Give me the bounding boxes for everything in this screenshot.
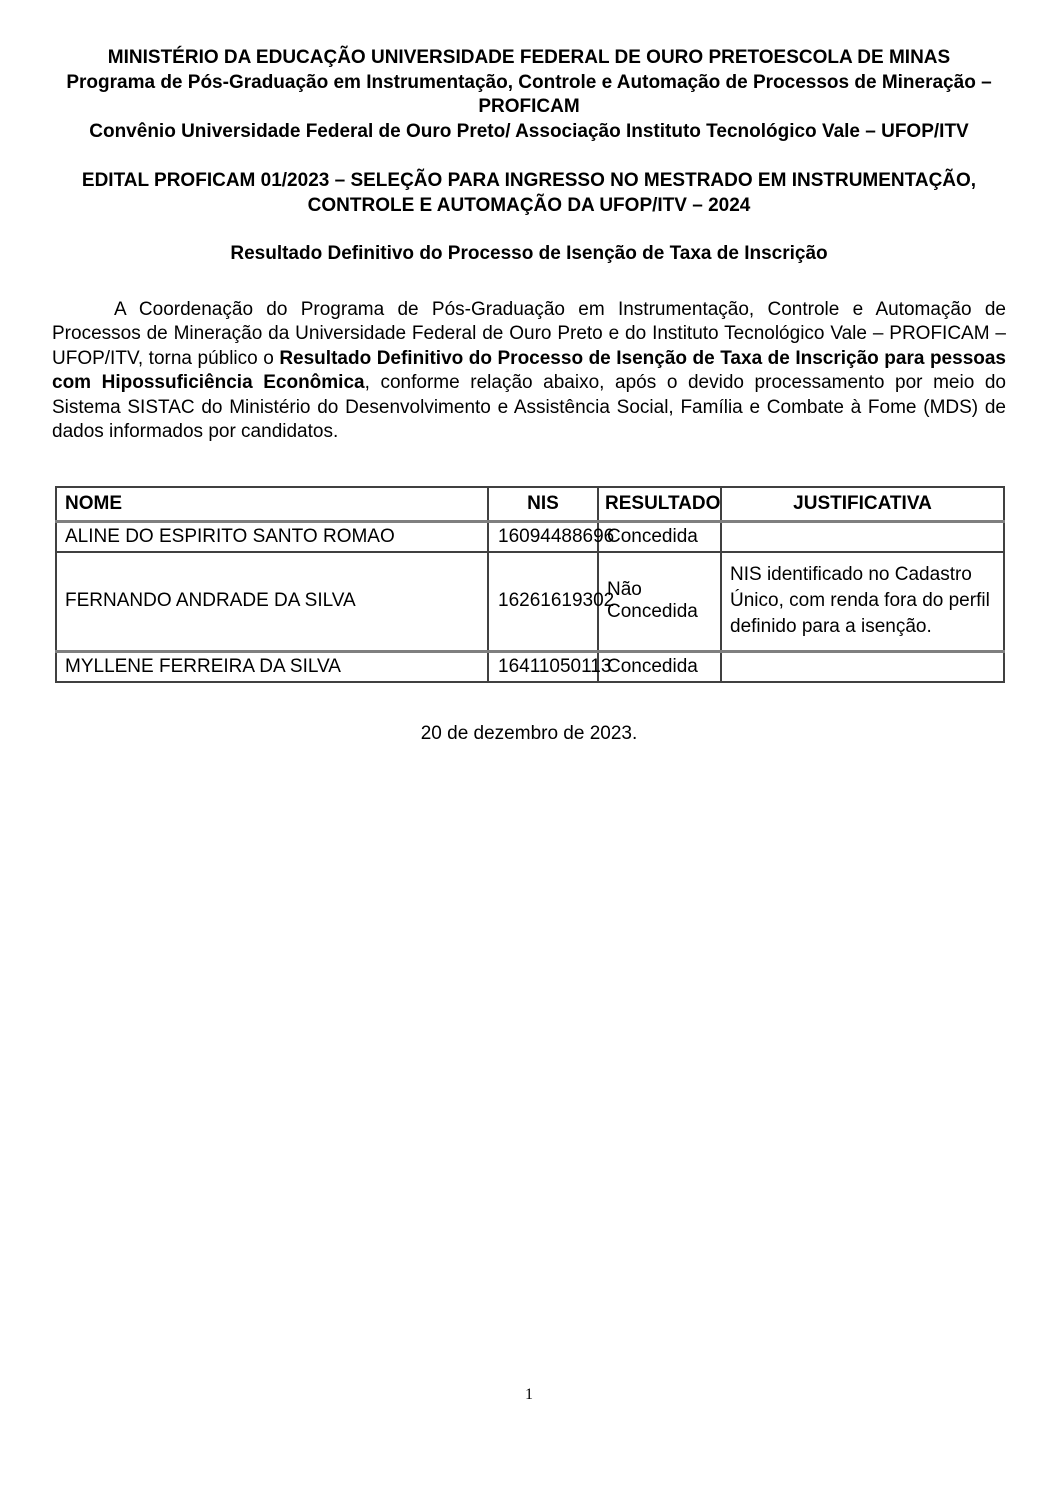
page-number: 1 — [525, 1386, 533, 1403]
date-line: 20 de dezembro de 2023. — [420, 723, 638, 745]
cell-nome: FERNANDO ANDRADE DA SILVA — [56, 552, 488, 652]
paragraph-bold-text: Resultado Definitivo do Processo de Isenção de Taxa de Inscrição para pessoas com Hipossuficiência Econômica — [52, 347, 1006, 394]
paragraph-text-tail: , conforme relação abaixo, após o devido processamento por meio do Sistema SISTAC do Ministério do Desenvolvimento e Assistência Social, Família e Combate à Fome (MDS) de dados informados por candidatos. — [52, 372, 1006, 443]
table-row — [56, 652, 1004, 683]
cell-resultado: Concedida — [598, 521, 721, 552]
cell-justificativa — [721, 652, 1004, 683]
cell-nis: 16261619302 — [488, 552, 598, 652]
cell-nome: ALINE DO ESPIRITO SANTO ROMAO — [56, 521, 488, 552]
section-title: Resultado Definitivo do Processo de Isenção de Taxa de Inscrição — [230, 243, 828, 264]
cell-resultado: Concedida — [598, 652, 721, 683]
org-header-line-convenio: Convênio Universidade Federal de Ouro Preto/ Associação Instituto Tecnológico Vale – UFOP/ITV — [89, 120, 969, 142]
table-row — [56, 521, 1004, 552]
table-row — [56, 552, 1004, 652]
edital-title: EDITAL PROFICAM 01/2023 – SELEÇÃO PARA INGRESSO NO MESTRADO EM INSTRUMENTAÇÃO, CONTROLE E AUTOMAÇÃO DA UFOP/ITV – 2024 — [81, 170, 977, 216]
column-header-nome: NOME — [56, 487, 488, 521]
cell-nome: MYLLENE FERREIRA DA SILVA — [56, 652, 488, 683]
paragraph-text-lead: A Coordenação do Programa de Pós-Graduação em Instrumentação, Controle e Automação de Processos de Mineração da Universidade Federal de Ouro Preto e do Instituto Tecnológico Vale – PROFICAM –UFOP/ITV, torna público o — [52, 298, 1006, 369]
cell-nis: 16094488696 — [488, 521, 598, 552]
org-header-line-program: Programa de Pós-Graduação em Instrumentação, Controle e Automação de Processos de Mineração – PROFICAM — [66, 71, 992, 117]
cell-justificativa: NIS identificado no Cadastro Único, com renda fora do perfil definido para a isenção. — [721, 552, 1004, 652]
intro-paragraph — [52, 298, 1006, 446]
table-header-row — [56, 487, 1004, 521]
org-header-line-ministry: MINISTÉRIO DA EDUCAÇÃO UNIVERSIDADE FEDERAL DE OURO PRETOESCOLA DE MINAS — [107, 47, 951, 68]
column-header-justificativa: JUSTIFICATIVA — [721, 487, 1004, 521]
cell-justificativa — [721, 521, 1004, 552]
column-header-resultado: RESULTADO — [598, 487, 721, 521]
cell-resultado: Não Concedida — [598, 552, 721, 652]
cell-nis: 16411050113 — [488, 652, 598, 683]
results-table — [55, 486, 1005, 683]
column-header-nis: NIS — [488, 487, 598, 521]
org-header — [52, 46, 1006, 144]
